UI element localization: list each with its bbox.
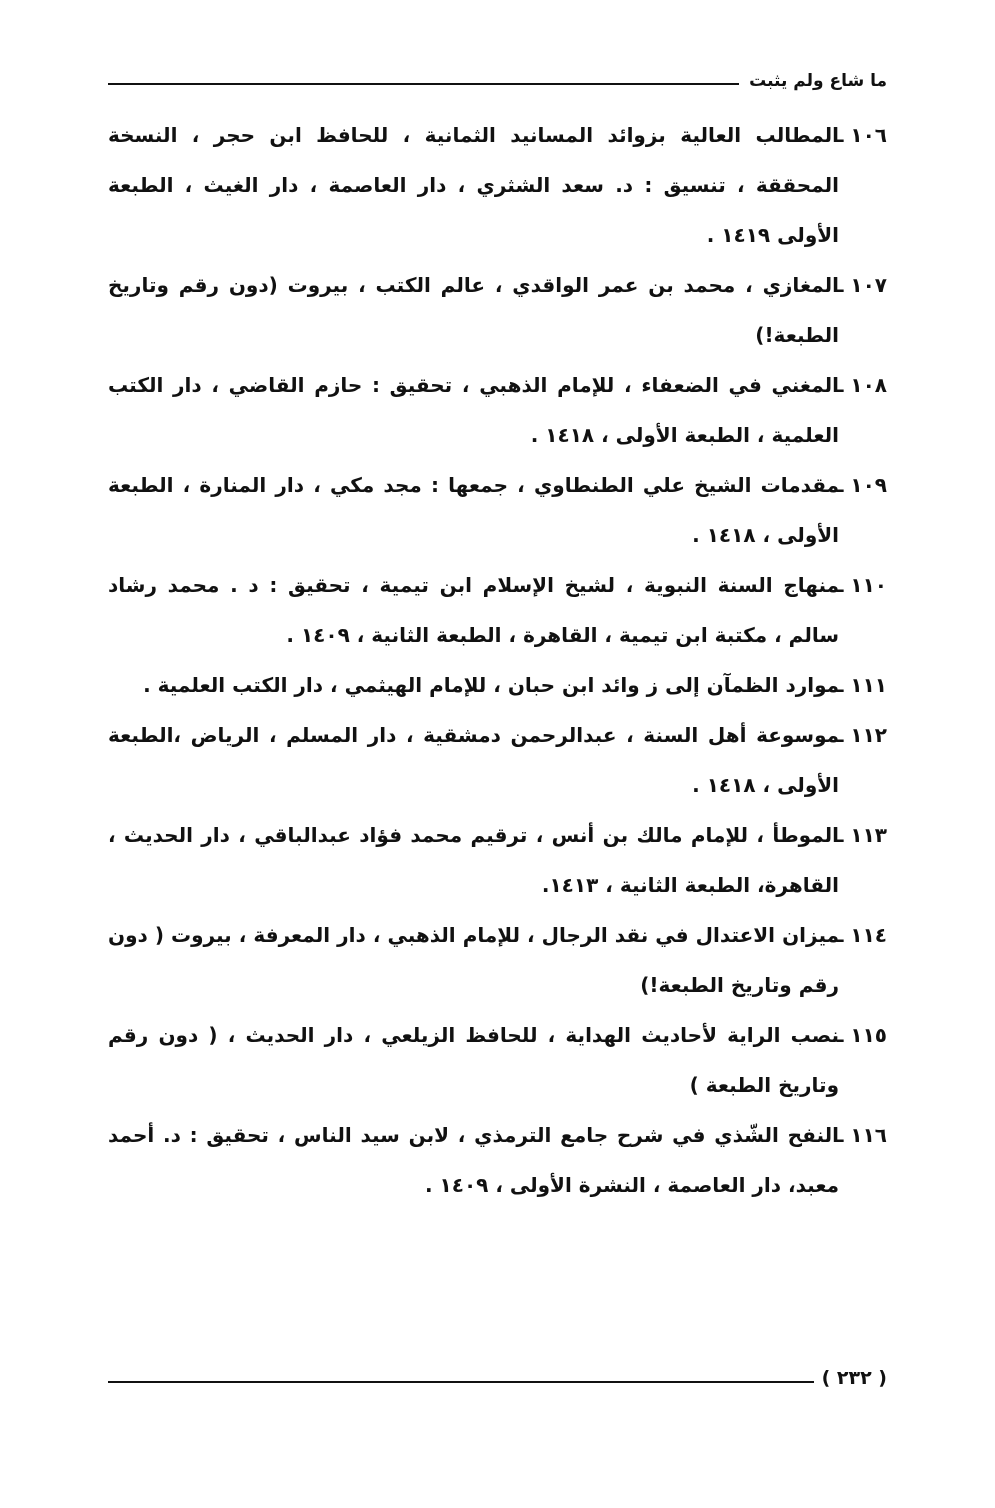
bibliography-entry [108,360,887,460]
entry-text: ميزان الاعتدال في نقد الرجال ، للإمام الذهبي ، دار المعرفة ، بيروت ( دون رقم وتاريخ الطبعة!) [108,923,839,997]
bibliography-entry [108,460,887,560]
bibliography-entry [108,660,887,710]
bibliography-entry [108,1010,887,1110]
entry-text: نصب الراية لأحاديث الهداية ، للحافظ الزيلعي ، دار الحديث ، ( دون رقم وتاريخ الطبعة ) [108,1023,839,1097]
bibliography-entry [108,710,887,810]
entry-number: ١٠٧ ـ [836,273,887,297]
footer-rule [108,1381,814,1383]
entry-number: ١١٥ ـ [836,1023,887,1047]
entry-number: ١٠٦ ـ [836,123,887,147]
bibliography-entry [108,910,887,1010]
entry-number: ١٠٩ ـ [836,473,887,497]
entry-number: ١١١ ـ [836,673,887,697]
entry-text: موسوعة أهل السنة ، عبدالرحمن دمشقية ، دار المسلم ، الرياض ،الطبعة الأولى ، ١٤١٨ . [108,723,839,797]
bibliography-list [108,110,887,1210]
entry-number: ١١٤ ـ [836,923,887,947]
header-rule [108,83,739,85]
bibliography-entry [108,810,887,910]
entry-text: المطالب العالية بزوائد المسانيد الثمانية ، للحافظ ابن حجر ، النسخة المحققة ، تنسيق : د. سعد الشثري ، دار العاصمة ، دار الغيث ، الطبعة الأولى ١٤١٩ . [108,123,839,247]
entry-number: ١١٦ ـ [836,1123,887,1147]
entry-number: ١١٢ ـ [836,723,887,747]
running-header [108,66,887,96]
bibliography-entry [108,560,887,660]
entry-text: موارد الظمآن إلى ز وائد ابن حبان ، للإمام الهيثمي ، دار الكتب العلمية . [143,673,839,697]
entry-text: النفح الشّذي في شرح جامع الترمذي ، لابن سيد الناس ، تحقيق : د. أحمد معبد، دار العاصمة ، النشرة الأولى ، ١٤٠٩ . [108,1123,839,1197]
entry-number: ١١٣ ـ [836,823,887,847]
bibliography-entry [108,110,887,260]
entry-text: الموطأ ، للإمام مالك بن أنس ، ترقيم محمد فؤاد عبدالباقي ، دار الحديث ، القاهرة، الطبعة الثانية ، ١٤١٣. [108,823,839,897]
entry-text: المغازي ، محمد بن عمر الواقدي ، عالم الكتب ، بيروت (دون رقم وتاريخ الطبعة!) [108,273,839,347]
entry-number: ١٠٨ ـ [836,373,887,397]
entry-text: مقدمات الشيخ علي الطنطاوي ، جمعها : مجد مكي ، دار المنارة ، الطبعة الأولى ، ١٤١٨ . [108,473,839,547]
entry-text: منهاج السنة النبوية ، لشيخ الإسلام ابن تيمية ، تحقيق : د . محمد رشاد سالم ، مكتبة ابن تيمية ، القاهرة ، الطبعة الثانية ، ١٤٠٩ . [108,573,839,647]
page-number: ( ٢٣٢ ) [821,1367,887,1389]
entry-text: المغني في الضعفاء ، للإمام الذهبي ، تحقيق : حازم القاضي ، دار الكتب العلمية ، الطبعة الأولى ، ١٤١٨ . [108,373,839,447]
page-footer [108,1360,887,1396]
bibliography-entry [108,260,887,360]
entry-number: ١١٠ ـ [836,573,887,597]
bibliography-entry [108,1110,887,1210]
running-title: ما شاع ولم يثبت [749,70,887,91]
